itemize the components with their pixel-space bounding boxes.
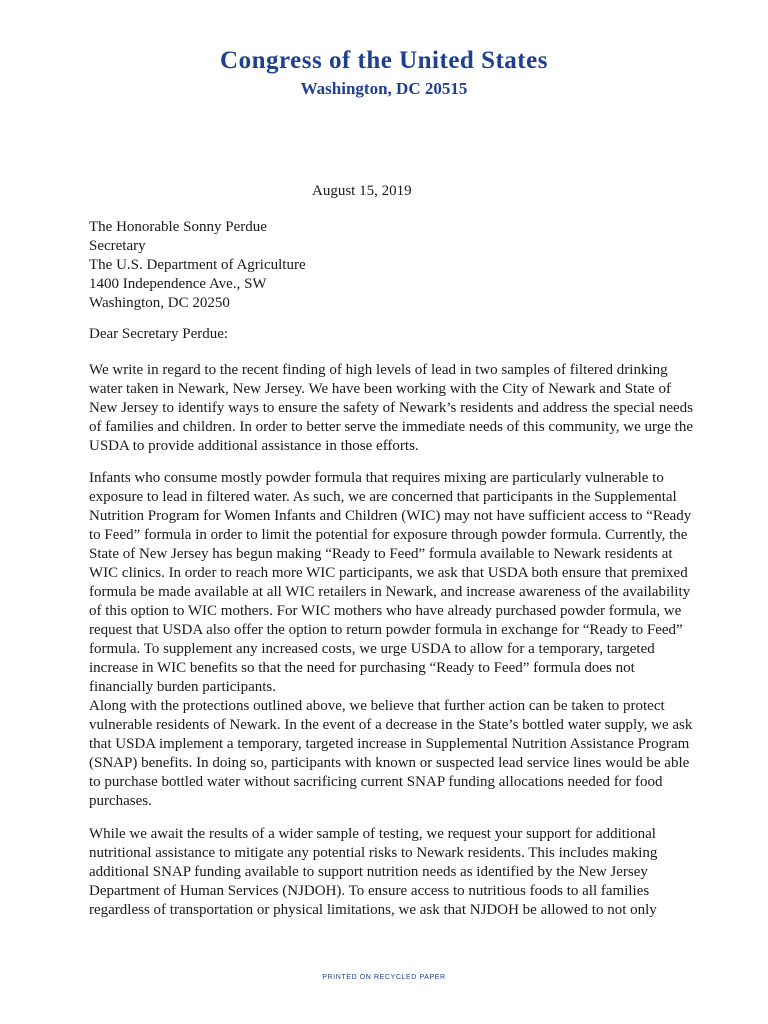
recipient-line: The U.S. Department of Agriculture bbox=[89, 257, 306, 273]
body-paragraph: Infants who consume mostly powder formula that requires mixing are particularly vulnerable to exposure to lead in filtered water. As such, we are concerned that participants in the Supplemental Nutrition Program for Women Infants and Children (WIC) may not have sufficient access to “Ready to Feed” formula in order to limit the potential for exposure through powder formula. Currently, the State of New Jersey has begun making “Ready to Feed” formula available to Newark residents at WIC clinics. In order to reach more WIC participants, we ask that USDA both ensure that premixed formula be made available at all WIC retailers in Newark, and increase awareness of the availability of this option to WIC mothers. For WIC mothers who have already purchased powder formula, we request that USDA also offer the option to return powder formula in exchange for “Ready to Feed” formula. To supplement any increased costs, we urge USDA to allow for a temporary, targeted increase in WIC benefits so that the need for purchasing “Ready to Feed” formula does not financially burden participants. bbox=[89, 470, 692, 695]
body-paragraph: Along with the protections outlined above, we believe that further action can be taken to protect vulnerable residents of Newark. In the event of a decrease in the State’s bottled water supply, we ask that USDA implement a temporary, targeted increase in Supplemental Nutrition Assistance Program (SNAP) benefits. In doing so, participants with known or suspected lead service lines would be able to purchase bottled water without sacrificing current SNAP funding allocations needed for food purchases. bbox=[89, 698, 693, 809]
letterhead-subtitle: Washington, DC 20515 bbox=[300, 79, 468, 98]
recipient-line: Washington, DC 20250 bbox=[89, 295, 230, 311]
body-paragraph: We write in regard to the recent finding of high levels of lead in two samples of filtered drinking water taken in Newark, New Jersey. We have been working with the City of Newark and State of New Jersey to identify ways to ensure the safety of Newark’s residents and address the special needs of families and children. In order to better serve the immediate needs of this community, we urge the USDA to provide additional assistance in those efforts. bbox=[89, 362, 693, 454]
recipient-line: The Honorable Sonny Perdue bbox=[89, 219, 267, 235]
letter-date: August 15, 2019 bbox=[312, 183, 412, 199]
body-paragraph: While we await the results of a wider sample of testing, we request your support for additional nutritional assistance to mitigate any potential risks to Newark residents. This includes making additional SNAP funding available to support nutrition needs as identified by the New Jersey Department of Human Services (NJDOH). To ensure access to nutritious foods to all families regardless of transportation or physical limitations, we ask that NJDOH be allowed to not only bbox=[89, 826, 658, 918]
recipient-line: 1400 Independence Ave., SW bbox=[89, 276, 267, 292]
letterhead-title: Congress of the United States bbox=[220, 47, 548, 74]
recycled-paper-footer: PRINTED ON RECYCLED PAPER bbox=[322, 974, 446, 981]
recipient-address bbox=[89, 218, 306, 313]
salutation: Dear Secretary Perdue: bbox=[89, 326, 229, 342]
recipient-line: Secretary bbox=[89, 238, 146, 254]
